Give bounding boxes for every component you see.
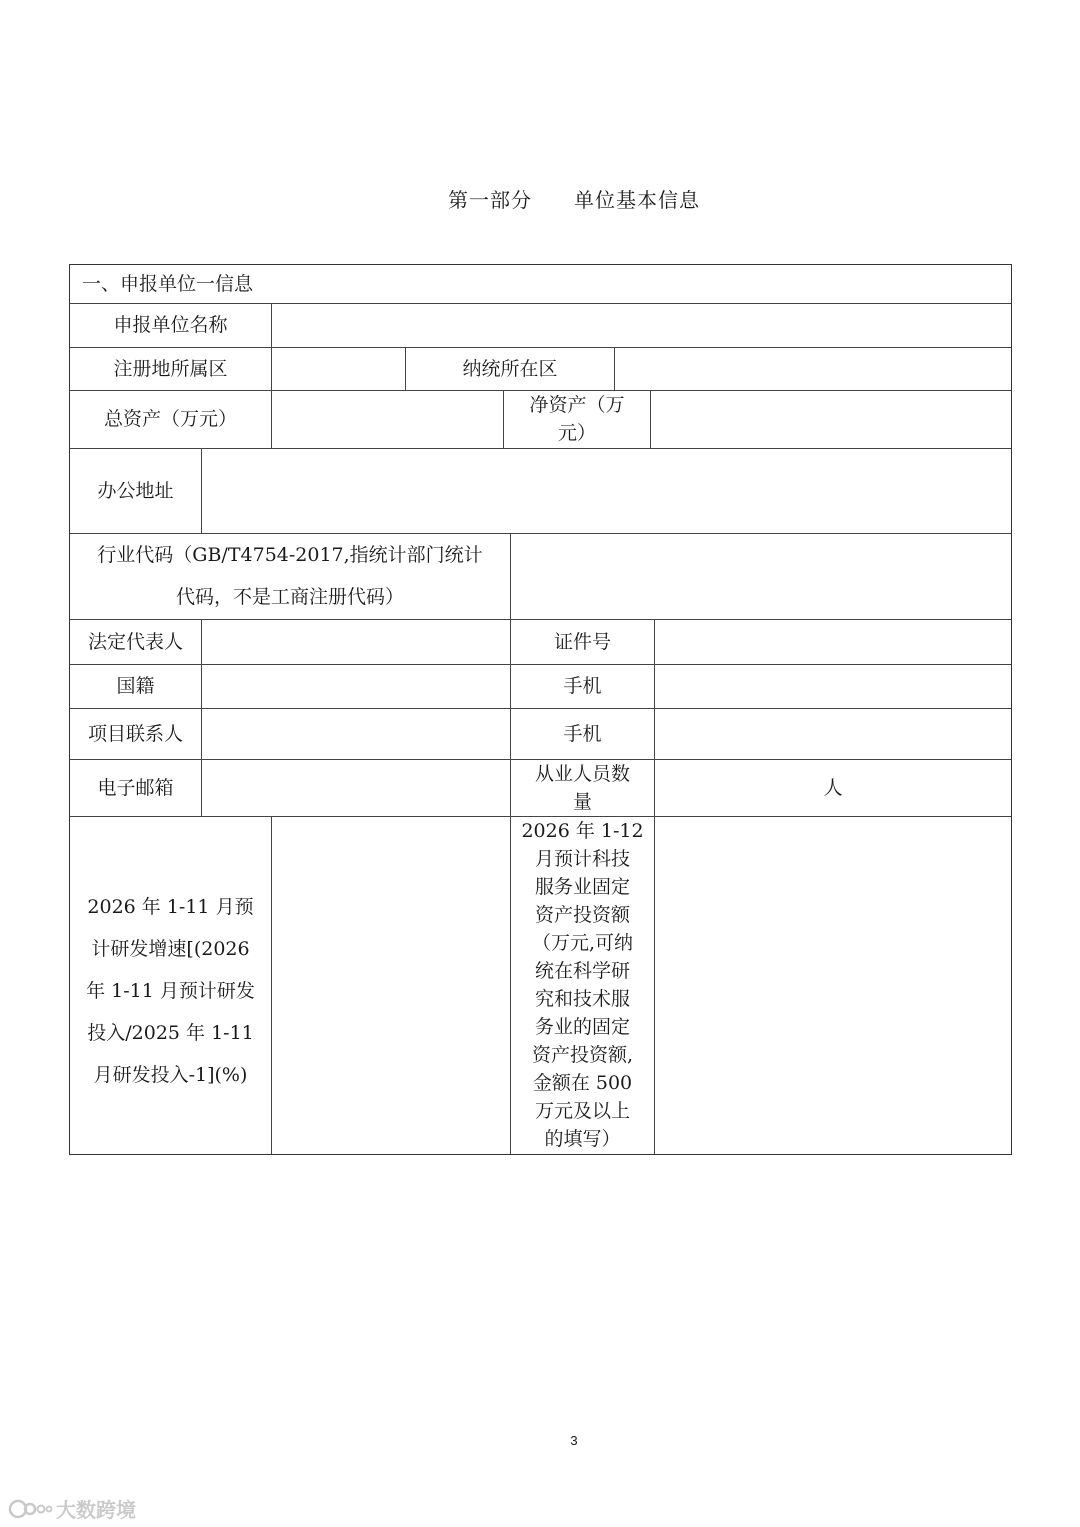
reg-district-field[interactable]: [272, 347, 405, 390]
reg-district-label: 注册地所属区: [113, 357, 228, 380]
page-title: 第一部分 单位基本信息: [448, 188, 700, 212]
nationality-field[interactable]: [202, 664, 510, 708]
fixed-asset-line: 资产投资额,: [531, 1044, 634, 1066]
fixed-asset-line: 的填写）: [544, 1128, 621, 1150]
fixed-asset-investment-field[interactable]: [655, 816, 1011, 1154]
watermark-logo-icon: [8, 1498, 54, 1520]
employees-unit: 人: [823, 776, 843, 799]
contact-mobile-field[interactable]: [655, 708, 1011, 759]
office-address-label: 办公地址: [97, 479, 174, 502]
fixed-asset-line: 2026 年 1-12: [521, 820, 644, 842]
fixed-asset-line: 务业的固定: [534, 1016, 630, 1038]
net-assets-label-line1: 净资产（万: [529, 394, 625, 416]
employees-field[interactable]: [655, 759, 1011, 816]
net-assets-label: [504, 390, 650, 448]
page-number: 3: [570, 1433, 578, 1448]
contact-person-field[interactable]: [202, 708, 510, 759]
employees-label-line1: 从业人员数: [534, 762, 630, 785]
employees-label-line2: 量: [572, 790, 592, 813]
industry-code-label-line2: 代码，不是工商注册代码）: [175, 586, 404, 608]
employees-label: [511, 759, 654, 816]
fixed-asset-investment-label: [511, 816, 654, 1154]
industry-code-label-line1: 行业代码（GB/T4754-2017,指统计部门统计: [97, 544, 483, 566]
rd-growth-line: 2026 年 1-11 月预: [87, 896, 254, 918]
net-assets-field[interactable]: [651, 390, 1011, 448]
email-label: 电子邮箱: [97, 776, 174, 799]
fixed-asset-line: 统在科学研: [534, 960, 630, 982]
tax-district-field[interactable]: [615, 347, 1011, 390]
mobile-field[interactable]: [655, 664, 1011, 708]
watermark: [8, 1494, 136, 1523]
rd-growth-line: 年 1-11 月预计研发: [86, 980, 255, 1002]
industry-code-label: [70, 533, 510, 619]
rd-growth-line: 投入/2025 年 1-11: [87, 1022, 254, 1044]
nationality-label: 国籍: [116, 675, 155, 697]
total-assets-label: 总资产（万元）: [103, 408, 237, 430]
contact-person-label: 项目联系人: [87, 722, 183, 745]
fixed-asset-line: 月预计科技: [534, 848, 630, 870]
office-address-field[interactable]: [202, 448, 1011, 533]
rd-growth-field[interactable]: [272, 816, 510, 1154]
section-heading: 一、申报单位一信息: [82, 273, 254, 295]
unit-name-label: 申报单位名称: [113, 314, 228, 336]
rd-growth-line: 月研发投入-1](%): [93, 1064, 248, 1086]
fixed-asset-line: 金额在 500: [532, 1072, 633, 1094]
total-assets-field[interactable]: [272, 390, 503, 448]
fixed-asset-line: 服务业固定: [534, 876, 630, 898]
rd-growth-line: 计研发增速[(2026: [91, 938, 250, 960]
legal-rep-label: 法定代表人: [87, 630, 183, 653]
unit-info-form-table: [69, 264, 1012, 1155]
net-assets-label-line2: 元）: [557, 422, 596, 444]
rd-growth-label: [70, 816, 271, 1154]
fixed-asset-line: 资产投资额: [534, 904, 630, 926]
contact-mobile-label: 手机: [563, 722, 602, 745]
industry-code-field[interactable]: [511, 533, 1011, 619]
unit-name-field[interactable]: [272, 303, 1011, 347]
email-field[interactable]: [202, 759, 510, 816]
id-number-field[interactable]: [655, 619, 1011, 664]
tax-district-label: 纳统所在区: [462, 357, 558, 380]
watermark-text: 大数跨境: [56, 1498, 136, 1522]
fixed-asset-line: 究和技术服: [534, 988, 630, 1010]
fixed-asset-line: （万元,可纳: [531, 932, 634, 954]
mobile-label: 手机: [563, 675, 602, 697]
legal-rep-field[interactable]: [202, 619, 510, 664]
id-number-label: 证件号: [553, 630, 611, 653]
fixed-asset-line: 万元及以上: [534, 1100, 630, 1122]
